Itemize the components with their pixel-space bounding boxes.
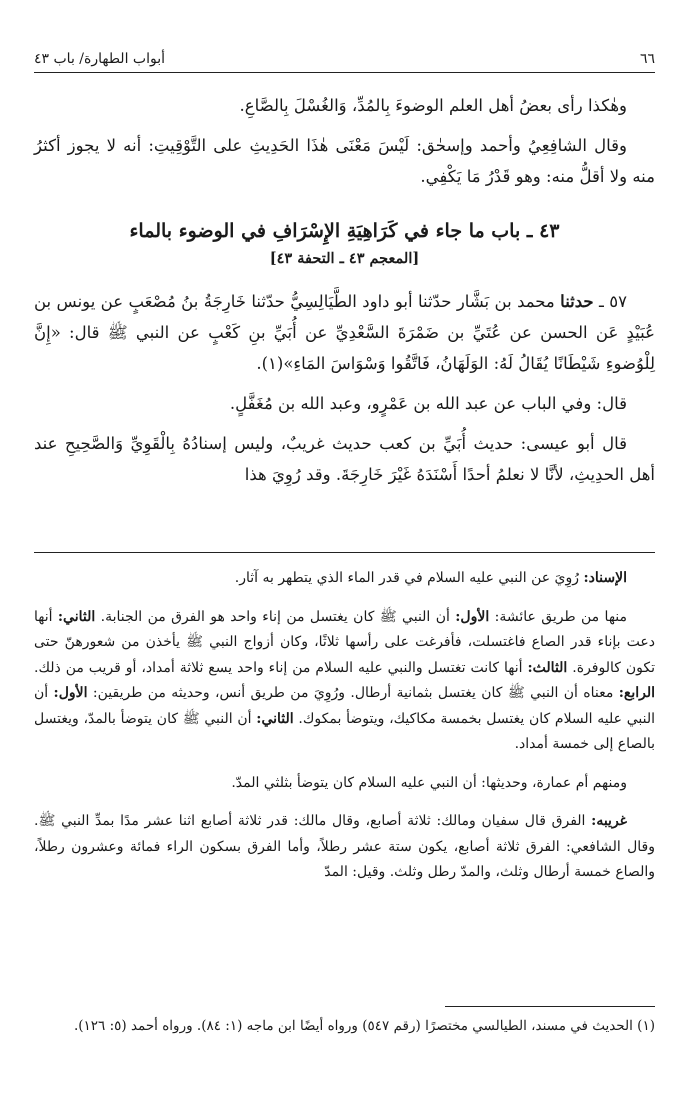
isnad-text: رُوِيَ عن النبي عليه السلام في قدر الماء الذي يتطهر به آثار. (234, 570, 580, 586)
item-label: الثاني: (256, 710, 294, 727)
item-text: أنها دعت بإناء قدر الصاع فاغتسلت، فأفرغت على رأسها ثلاثًا، وكان أزواج النبي ﷺ يأخذن من شعورهنّ حتى تكون كالوفرة. (34, 608, 655, 676)
header-rule (34, 72, 655, 73)
chapter-word: باب (491, 220, 521, 242)
running-header (34, 48, 655, 70)
chapter-number: ٤٣ ـ (526, 220, 560, 242)
item-label: الثاني: (57, 608, 96, 625)
hadith-keyword: حدثنا (560, 292, 594, 311)
footnote-rule (445, 1006, 655, 1007)
main-paragraph: وهٰكذا رأى بعضُ أهل العلم الوضوءَ بِالمُدِّ، وَالغُسْلَ بِالصَّاعِ. (239, 96, 627, 115)
isnad-label: الإسناد: (583, 570, 627, 586)
hadith-number: ٥٧ ـ (599, 292, 628, 311)
item-label: الأول: (53, 685, 88, 701)
chapter-reference: [المعجم ٤٣ ـ التحفة ٤٣] (269, 250, 420, 267)
item-text: أن النبي ﷺ كان يتوضأ بالمدّ، ويغتسل بالصاع إلى خمسة أمداد. (34, 710, 655, 752)
gharib-text: الفرق قال سفيان ومالك: ثلاثة أصابع، وقال مالك: قدر ثلاثة أصابع اثنا عشر مدًا بمدِّ النبي ﷺ. وقال الشافعي: الفرق ثلاثة أصابع، يكون ستة عشر رطلاً، وأما الفرق بسكون الراء فمائة وعشرون رطلاً، والصاع خمسة أرطال وثلث، والمدّ رطل وثلث. وقيل: المدّ (34, 813, 655, 880)
page-number: ٦٦ (639, 51, 655, 67)
main-text (34, 90, 655, 499)
item-label: الرابع: (618, 685, 656, 701)
commentary (34, 566, 655, 899)
gharib-label: غريبه: (591, 813, 627, 829)
footnote: (١) الحديث في مسند، الطيالسي مختصرًا (رقم ٥٤٧) ورواه أيضًا ابن ماجه (١: ٨٤). ورواه أحمد (٥: ١٢٦). (73, 1018, 655, 1034)
hadith-text: محمد بن بَشَّار حدّثنا أبو داود الطَّيَالِسِيُّ حدّثنا خَارِجَةُ بنُ مُصْعَبٍ عن يونس بن عُبَيْدٍ عَن الحسن عن عُتَيِّ بن ضَمْرَةَ السَّعْدِيِّ عن أُبَيِّ بنِ كَعْبٍ عن النبي ﷺ قال: «إِنَّ لِلْوُضوءِ شَيْطَانًا يُقَالُ لَهُ: الوَلَهَانُ، فَاتَّقُوا وَسْوَاسَ المَاءِ»(١). (34, 292, 655, 373)
item-text: معناه أن النبي ﷺ كان يغتسل بثمانية أرطال. ورُوِيَ من طريق أنس، وحديثه من طريقين: (92, 685, 614, 701)
main-paragraph: قال أبو عيسى: حديث أُبَيِّ بن كعب حديث غريبٌ، وليس إسنادُهُ بِالْقَوِيِّ وَالصَّحِيحِ عند أهل الحدِيثِ، لأنَّا لا نعلمُ أحدًا أَسْنَدَهُ غَيْرَ خَارِجَةَ. وقد رُوِيَ هذا (34, 434, 655, 484)
running-title: أبواب الطهارة/ باب ٤٣ (34, 51, 165, 67)
commentary-intro: منها من طريق عائشة: (494, 608, 627, 625)
hadith-paragraph (34, 286, 655, 379)
commentary-paragraph (34, 809, 655, 886)
commentary-paragraph: ومنهم أم عمارة، وحديثها: أن النبي عليه السلام كان يتوضأ بثلثي المدّ. (231, 774, 627, 791)
commentary-paragraph (34, 566, 655, 592)
item-label: الأول: (455, 608, 490, 625)
item-text: أن النبي عليه السلام كان يغتسل بخمسة مكاكيك، ويتوضأ بمكوك. (34, 685, 656, 727)
item-text: أنها كانت تغتسل والنبي عليه السلام من إناء واحد يسع ثلاثة أمداد، أو قريب من ذلك. (34, 659, 523, 676)
main-paragraph: قال: وفي الباب عن عبد الله بن عَمْرٍو، وعبد الله بن مُغَفَّلٍ. (229, 394, 627, 413)
chapter-heading (34, 216, 655, 246)
commentary-paragraph (34, 605, 655, 758)
main-paragraph: وقال الشافِعِيُ وأحمد وإسحٰق: لَيْسَ مَعْنَى هٰذَا الحَدِيثِ على التَّوْقِيتِ: أنه لا يجوز أكثرُ منه ولا أقلُّ منه: وهو قَدْرُ مَا يَكْفِي. (34, 136, 655, 186)
commentary-separator (34, 552, 655, 553)
item-label: الثالث: (527, 659, 568, 676)
chapter-title: ما جاء في كَرَاهِيَةِ الإِسْرَافِ في الوضوء بالماء (129, 220, 485, 242)
item-text: أن النبي ﷺ كان يغتسل من إناء واحد هو الفرق من الجنابة. (100, 608, 450, 625)
